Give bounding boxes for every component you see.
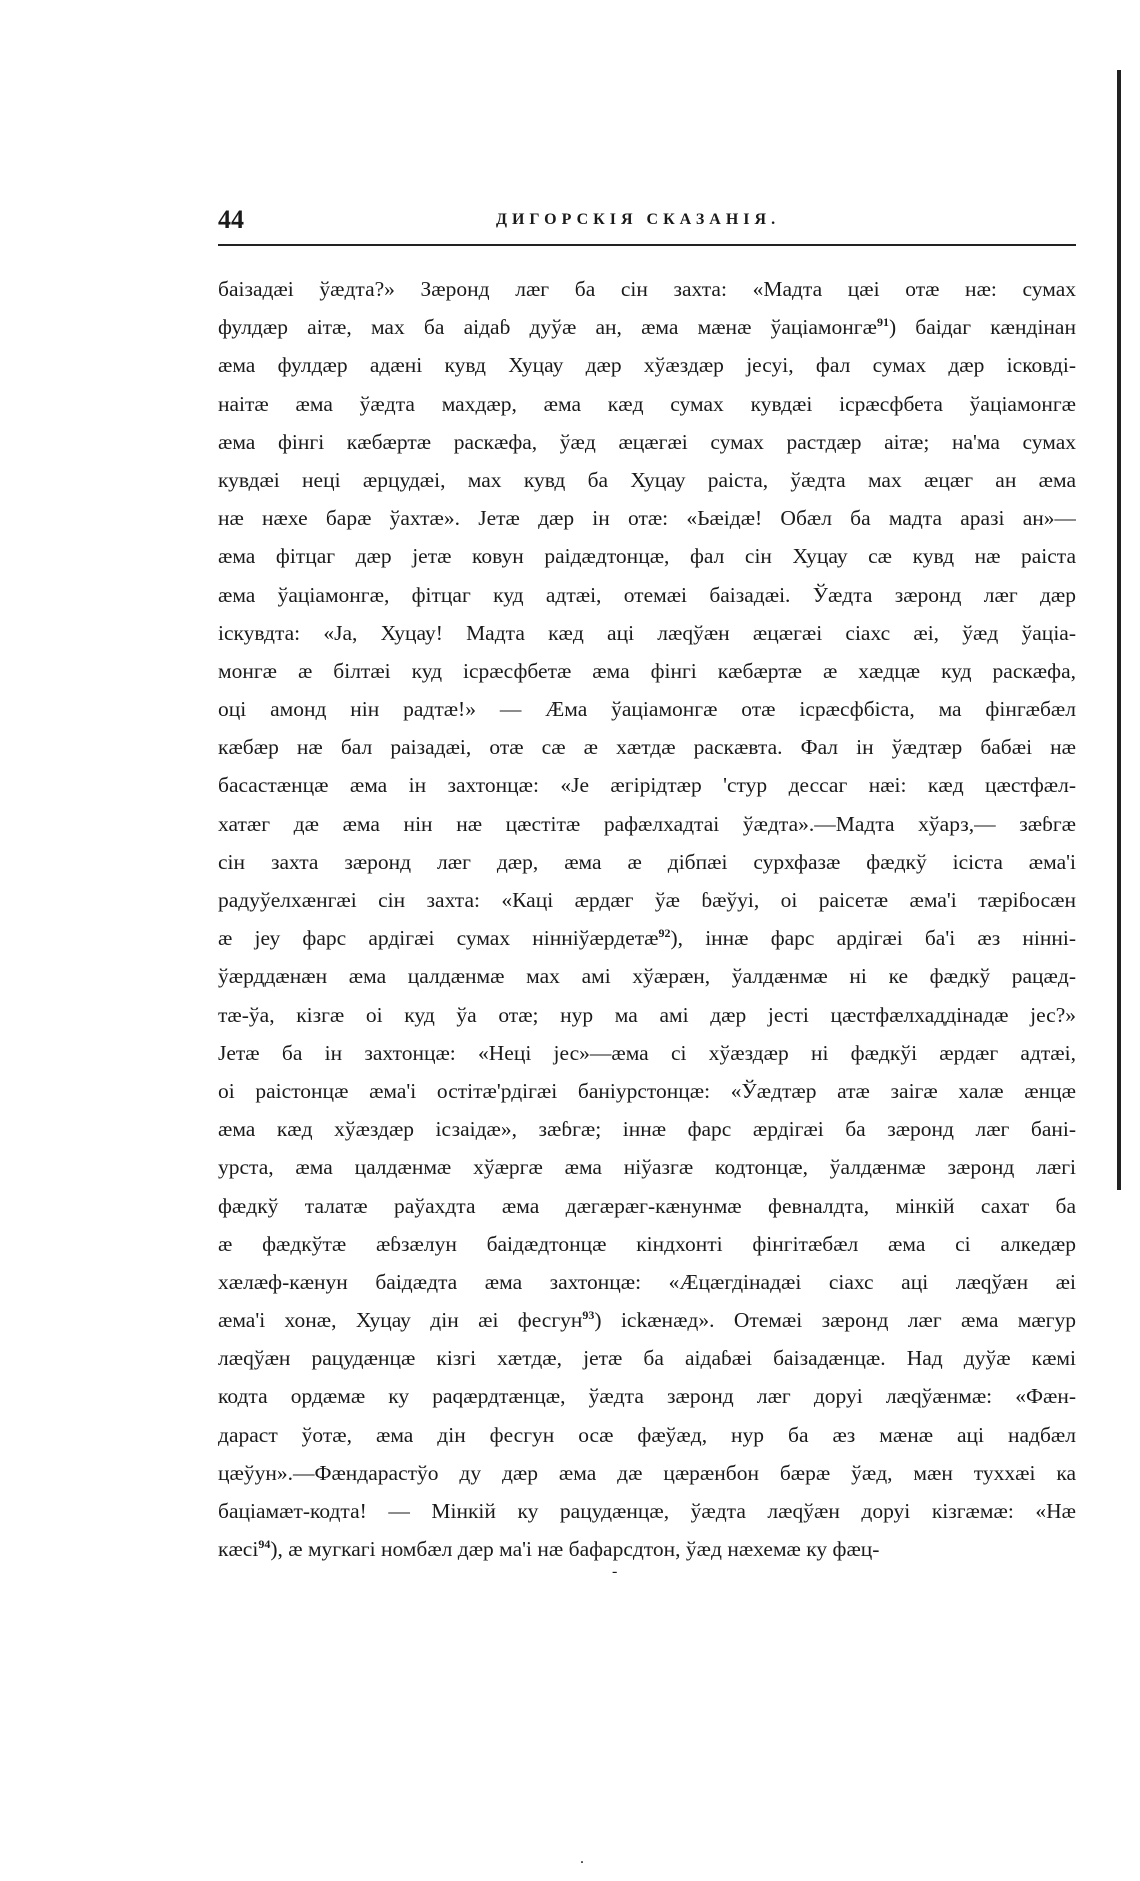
line-text: баізадæі ўæдта?» Зæронд лæг ба сін захта: «Мадта цæі отæ нæ: сумах	[218, 277, 1076, 301]
line-text: оці амонд нін радтæ!» — Æма ўаціамонгæ отæ ісрæсфбіста, ма фінгæбæл	[218, 697, 1076, 722]
line-text: фулдæр аітæ, мах ба аідаɓ дуўæ ан, æма мæнæ ўаціамонгæ	[218, 315, 877, 340]
line-text: іскувдта: «Jа, Хуцау! Мадта кæд аці лæqўæн æцæгæі сіахс æі, ўæд ўаціа-	[218, 620, 1076, 645]
text-line	[218, 614, 1076, 652]
text-line	[218, 690, 1076, 728]
line-text: кæсі	[218, 1537, 259, 1562]
line-text: лæqўæн рацудæнцæ кізгі хæтдæ, jетæ ба аідаɓæі баізадæнцæ. Над дуўæ кæмі	[218, 1346, 1076, 1371]
line-text: оі раістонцæ æма'і остітæ'рдігæі баніурстонцæ: «Ўæдтæр атæ заігæ халæ æнцæ	[218, 1078, 1076, 1103]
line-text: æ фæдкўтæ æɓзæлун баідæдтонцæ кіндхонті фінгітæбæл æма сі алкедæр	[218, 1231, 1076, 1256]
line-text: радуўелхæнгæі сін захта: «Каці æрдæг ўæ ɓæўуі, оі раісетæ æма'і тæріɓосæн	[218, 888, 1076, 912]
line-text: ўæрддæнæн æма цалдæнмæ мах амі хўæрæн, ўалдæнмæ ні ке фæдкў рацæд-	[218, 964, 1076, 989]
stray-mark-bottom: .	[580, 1850, 584, 1867]
page-number: 44	[218, 205, 244, 234]
text-line	[218, 805, 1076, 843]
running-title: ДИГОРСКІЯ СКАЗАНІЯ.	[495, 211, 781, 228]
line-text: кодта ордæмæ ку раqæрдтæнцæ, ўæдта зæронд лæг доруі лæqўæнмæ: «Фæн-	[218, 1384, 1076, 1409]
text-line	[218, 423, 1076, 461]
line-text: дараст ўотæ, æма дін фесгун осæ фæўæд, нур ба æз мæнæ аці надбæл	[218, 1422, 1076, 1447]
text-line	[218, 957, 1076, 995]
footnote-marker: 91	[876, 315, 889, 330]
page-header	[218, 205, 1076, 241]
text-line	[218, 728, 1076, 766]
line-text: æма фулдæр адæні кувд Хуцау дæр хўæздæр jесуі, фал сумах дæр ісковді-	[218, 353, 1076, 378]
footnote-marker: 94	[258, 1537, 271, 1552]
line-text: æма ўаціамонгæ, фітцаг куд адтæі, отемæі баізадæі. Ўæдта зæронд лæг дæр	[218, 582, 1076, 607]
line-text-continuation: ) баідаг кæндінан	[888, 315, 1076, 340]
line-text: хæлæф-кæнун баідæдта æма захтонцæ: «Æцæгдінадæі сіахс аці лæqўæн æі	[218, 1269, 1076, 1294]
line-text: басастæнцæ æма ін захтонцæ: «Jе æгірідтæр 'стур дессаг нæі: кæд цæстфæл-	[218, 773, 1076, 798]
line-text: æма кæд хўæздæр ісзаідæ», зæɓгæ; іннæ фарс æрдігæі ба зæронд лæг бані-	[218, 1117, 1076, 1142]
line-text-continuation: ) ісkæнæд». Отемæі зæронд лæг æма мæгур	[594, 1308, 1076, 1333]
text-line	[218, 996, 1076, 1034]
text-line	[218, 766, 1076, 804]
line-text: цæўун».—Фæндарастўо ду дæр æма дæ цæрæнбон бæрæ ўæд, мæн туххæі ка	[218, 1460, 1076, 1485]
text-line	[218, 576, 1076, 614]
text-line	[218, 1072, 1076, 1110]
text-line	[218, 537, 1076, 575]
text-line	[218, 652, 1076, 690]
text-line	[218, 1339, 1076, 1377]
line-text: æма фінгі кæбæртæ раскæфа, ўæд æцæгæі сумах растдæр аітæ; на'ма сумах	[218, 429, 1076, 454]
line-text-continuation: ), іннæ фарс ардігæі ба'і æз нінні-	[670, 926, 1076, 951]
text-line	[218, 1454, 1076, 1492]
text-line	[218, 919, 1076, 957]
line-text: наітæ æма ўæдта махдæр, æма кæд сумах кувдæі ісрæсфбета ўаціамонгæ	[218, 391, 1076, 416]
text-line	[218, 308, 1076, 346]
text-line	[218, 1034, 1076, 1072]
stray-mark: -	[612, 1563, 618, 1580]
header-rule	[218, 244, 1076, 246]
line-text: Jетæ ба ін захтонцæ: «Неці jес»—æма сі хўæздæр ні фæдкўі æрдæг адтæі,	[218, 1040, 1076, 1065]
text-line	[218, 1263, 1076, 1301]
text-line	[218, 461, 1076, 499]
text-line	[218, 1301, 1076, 1339]
line-text: нæ нæхе барæ ўахтæ». Jетæ дæр ін отæ: «Ьæідæ! Обæл ба мадта аразі ан»—	[218, 506, 1076, 531]
line-text: хатæг дæ æма нін нæ цæстітæ рафæлхадтаі ўæдта».—Мадта хўарз,— зæɓгæ	[218, 811, 1076, 836]
line-text: урста, æма цалдæнмæ хўæргæ æма ніўазгæ кодтонцæ, ўалдæнмæ зæронд лæгі	[218, 1155, 1076, 1180]
line-text: монгæ æ білтæі куд ісрæсфбетæ æма фінгі кæбæртæ æ хæдцæ куд раскæфа,	[218, 658, 1076, 683]
text-line	[218, 385, 1076, 423]
line-text: æма'і хонæ, Хуцау дін æі фесгун	[218, 1308, 583, 1333]
line-text: фæдкў талатæ раўахдта æма дæгæрæг-кæнунмæ февналдта, мінкій сахат ба	[218, 1193, 1076, 1218]
line-text: сін захта зæронд лæг дæр, æма æ дібпæі сурхфазæ фæдкў ісіста æма'і	[218, 849, 1076, 874]
text-line	[218, 843, 1076, 881]
text-line	[218, 1110, 1076, 1148]
text-line	[218, 499, 1076, 537]
line-text: кувдæі неці æрцудæі, мах кувд ба Хуцау раіста, ўæдта мах æцæг ан æма	[218, 467, 1076, 492]
line-text: тæ-ўа, кізгæ оі куд ўа отæ; нур ма амі дæр jесті цæстфæлхаддінадæ jес?»	[218, 1002, 1076, 1027]
text-line	[218, 346, 1076, 384]
line-text: баціамæт-кодта! — Мінкій ку рацудæнцæ, ўæдта лæqўæн доруі кізгæмæ: «Нæ	[218, 1499, 1076, 1523]
text-line	[218, 1416, 1076, 1454]
text-line	[218, 270, 1076, 308]
line-text: кæбæр нæ бал раізадæі, отæ сæ æ хæтдæ раскæвта. Фал ін ўæдтæр бабæі нæ	[218, 735, 1076, 760]
body-text	[218, 270, 1076, 1568]
text-line	[218, 1187, 1076, 1225]
line-text: æма фітцаг дæр jетæ ковун раідæдтонцæ, фал сін Хуцау сæ кувд нæ раіста	[218, 544, 1076, 569]
text-line	[218, 1492, 1076, 1530]
text-line	[218, 881, 1076, 919]
text-line	[218, 1225, 1076, 1263]
text-line	[218, 1530, 1076, 1568]
line-text-continuation: ), æ мугкагі номбæл дæр ма'і нæ бафарсдтон, ўæд нæхемæ ку фæц-	[270, 1537, 880, 1562]
text-line	[218, 1377, 1076, 1415]
text-line	[218, 1148, 1076, 1186]
line-text: æ jеу фарс ардігæі сумах нінніўæрдетæ	[218, 926, 659, 951]
footnote-marker: 92	[658, 926, 671, 941]
footnote-marker: 93	[582, 1307, 595, 1322]
page-edge-shadow	[1117, 70, 1121, 1190]
